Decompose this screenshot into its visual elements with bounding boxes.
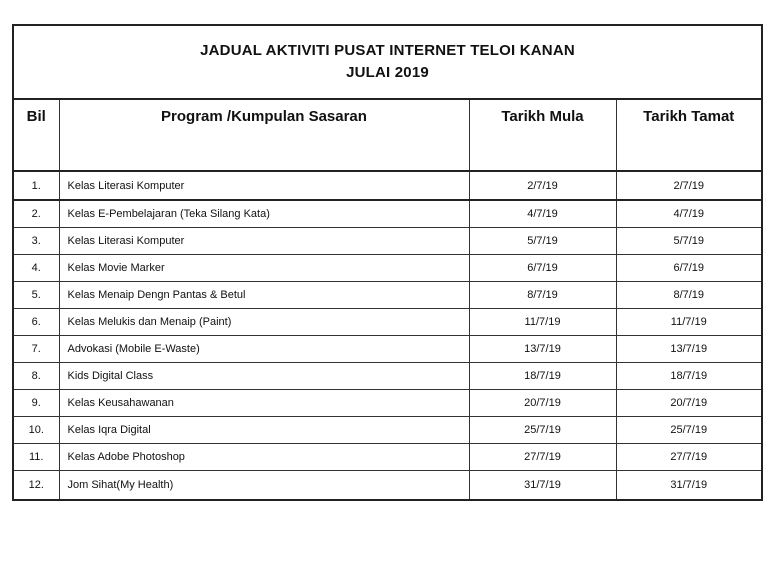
row-program: Kelas Melukis dan Menaip (Paint) [59,309,469,336]
table-row [14,363,761,390]
row-program: Kids Digital Class [59,363,469,390]
row-end-date: 25/7/19 [616,417,761,444]
row-start-date: 4/7/19 [469,200,616,228]
table-row [14,390,761,417]
table-row [14,336,761,363]
row-start-date: 2/7/19 [469,171,616,200]
row-program: Kelas Menaip Dengn Pantas & Betul [59,282,469,309]
row-start-date: 18/7/19 [469,363,616,390]
schedule-sheet [12,24,763,501]
row-start-date: 5/7/19 [469,228,616,255]
document-subtitle: JULAI 2019 [346,64,429,81]
row-end-date: 2/7/19 [616,171,761,200]
row-end-date: 8/7/19 [616,282,761,309]
row-start-date: 8/7/19 [469,282,616,309]
row-number: 10. [14,417,59,444]
document-title: JADUAL AKTIVITI PUSAT INTERNET TELOI KANAN [200,42,575,59]
row-number: 3. [14,228,59,255]
row-number: 4. [14,255,59,282]
row-program: Jom Sihat(My Health) [59,471,469,501]
row-end-date: 13/7/19 [616,336,761,363]
row-program: Kelas Keusahawanan [59,390,469,417]
row-end-date: 6/7/19 [616,255,761,282]
table-row [14,444,761,471]
row-number: 7. [14,336,59,363]
row-start-date: 11/7/19 [469,309,616,336]
row-number: 2. [14,200,59,228]
row-end-date: 5/7/19 [616,228,761,255]
row-number: 1. [14,171,59,200]
row-number: 9. [14,390,59,417]
table-row [14,171,761,200]
row-program: Kelas Literasi Komputer [59,171,469,200]
row-number: 11. [14,444,59,471]
row-end-date: 31/7/19 [616,471,761,501]
row-program: Kelas Adobe Photoshop [59,444,469,471]
title-box [14,26,761,100]
row-program: Kelas Movie Marker [59,255,469,282]
header-row [14,100,761,171]
row-program: Kelas Iqra Digital [59,417,469,444]
table-row [14,417,761,444]
table-row [14,255,761,282]
schedule-table [14,100,761,501]
header-start-date: Tarikh Mula [469,100,616,171]
row-end-date: 18/7/19 [616,363,761,390]
row-start-date: 27/7/19 [469,444,616,471]
row-end-date: 4/7/19 [616,200,761,228]
row-start-date: 13/7/19 [469,336,616,363]
row-end-date: 27/7/19 [616,444,761,471]
header-end-date: Tarikh Tamat [616,100,761,171]
row-start-date: 25/7/19 [469,417,616,444]
row-number: 5. [14,282,59,309]
header-bil: Bil [14,100,59,171]
table-row [14,471,761,501]
table-row [14,282,761,309]
row-program: Kelas Literasi Komputer [59,228,469,255]
row-start-date: 20/7/19 [469,390,616,417]
row-end-date: 20/7/19 [616,390,761,417]
row-number: 12. [14,471,59,501]
table-row [14,200,761,228]
row-number: 8. [14,363,59,390]
row-number: 6. [14,309,59,336]
row-start-date: 31/7/19 [469,471,616,501]
row-program: Advokasi (Mobile E-Waste) [59,336,469,363]
table-row [14,309,761,336]
row-end-date: 11/7/19 [616,309,761,336]
row-program: Kelas E-Pembelajaran (Teka Silang Kata) [59,200,469,228]
row-start-date: 6/7/19 [469,255,616,282]
table-row [14,228,761,255]
header-program: Program /Kumpulan Sasaran [59,100,469,171]
